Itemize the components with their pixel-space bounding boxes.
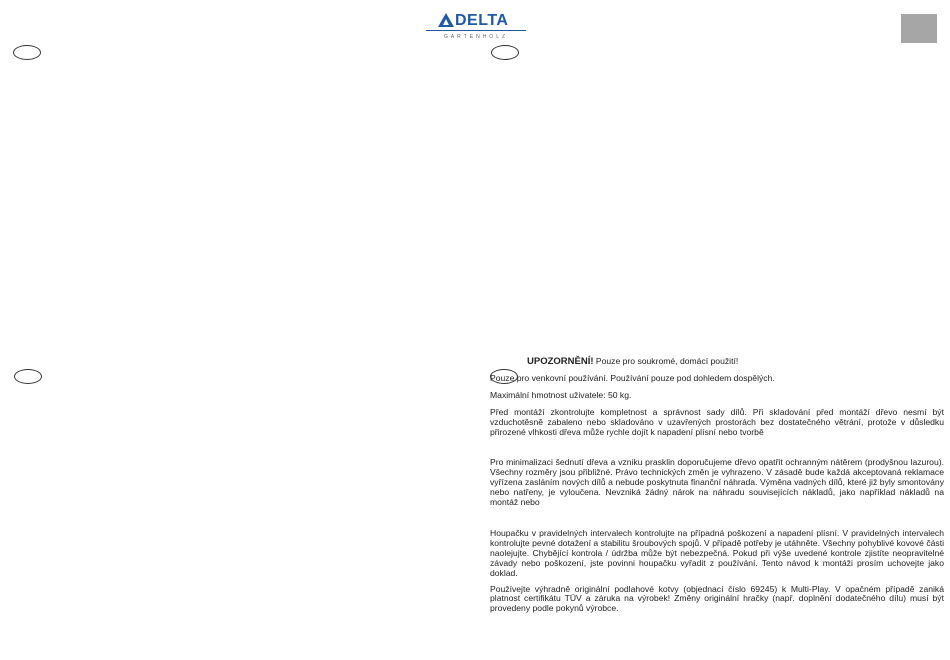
outdoor-use-line: Pouze pro venkovní používání. Používání pouze pod dohledem dospělých.: [490, 372, 775, 383]
max-weight-line: Maximální hmotnost uživatele: 50 kg.: [490, 389, 632, 400]
inspection-paragraph: Houpačku v pravidelných intervalech kontrolujte na případná poškození a napadení plísní. V pravidelných intervalech kontrolujte pevné dotažení a stabilitu šroubových spojů. V případě potřeby je utáhněte. Všechny pohyblivé kovové části naolejujte. Chybějící kontrola / údržba může být nebezpečná. Pokud při výše uvedené kontrole zjistíte neopravitelné závady nebo poškození, jste povinni houpačku vyřadit z používání. Tento návod k montáži prosím uchovejte jako doklad.: [490, 527, 944, 578]
protection-paragraph: Pro minimalizaci šednutí dřeva a vzniku prasklin doporučujeme dřevo opatřit ochranným nátěrem (prodyšnou lazurou). Všechny rozměry jsou přibližné. Právo technických změn je vyhrazeno. V zásadě bude každá akceptovaná reklamace vyřízena zasláním nových dílů a nebude poskytnuta finanční náhrada. Výměna vadných dílů, které již byly smontovány nebo natřeny, je vyloučena. Nevzniká žádný nárok na náhradu souvisejících nákladů, jako například nákladů na montáž nebo: [490, 457, 944, 508]
brand-subtitle: GARTENHOLZ: [443, 34, 509, 40]
storage-paragraph: Před montáží zkontrolujte kompletnost a správnost sady dílů. Při skladování před montáží dřevo nesmí být vzduchotěsně zabaleno nebo skladováno v uzavřených prostorách bez dostatečného větrání, protože v důsledku přirozené vlhkosti dřeva může rychle dojít k napadení plísní nebo tvorbě: [490, 406, 944, 437]
warning-line: [490, 357, 944, 367]
corner-marker-box: [901, 14, 937, 43]
delta-triangle-icon: [438, 13, 454, 27]
notice-text-column: [490, 357, 944, 614]
delta-logo: [424, 10, 528, 40]
language-oval-top-right: [491, 45, 519, 60]
language-oval-top-left: [13, 45, 41, 60]
anchors-paragraph: Používejte výhradně originální podlahové kotvy (objednací číslo 69245) k Multi-Play. V opačném případě zaniká platnost certifikátu TÜV a záruka na výrobek! Změny originální hračky (např. doplnění dodatečného dílu) musí být provedeny podle pokynů výrobce.: [490, 583, 944, 614]
warning-text: Pouze pro soukromé, domácí použití!: [593, 356, 739, 366]
language-oval-bottom-left: [14, 369, 42, 384]
warning-title: UPOZORNĚNÍ!: [527, 356, 594, 367]
logo-divider: [426, 30, 526, 31]
brand-name: DELTA: [455, 12, 509, 29]
